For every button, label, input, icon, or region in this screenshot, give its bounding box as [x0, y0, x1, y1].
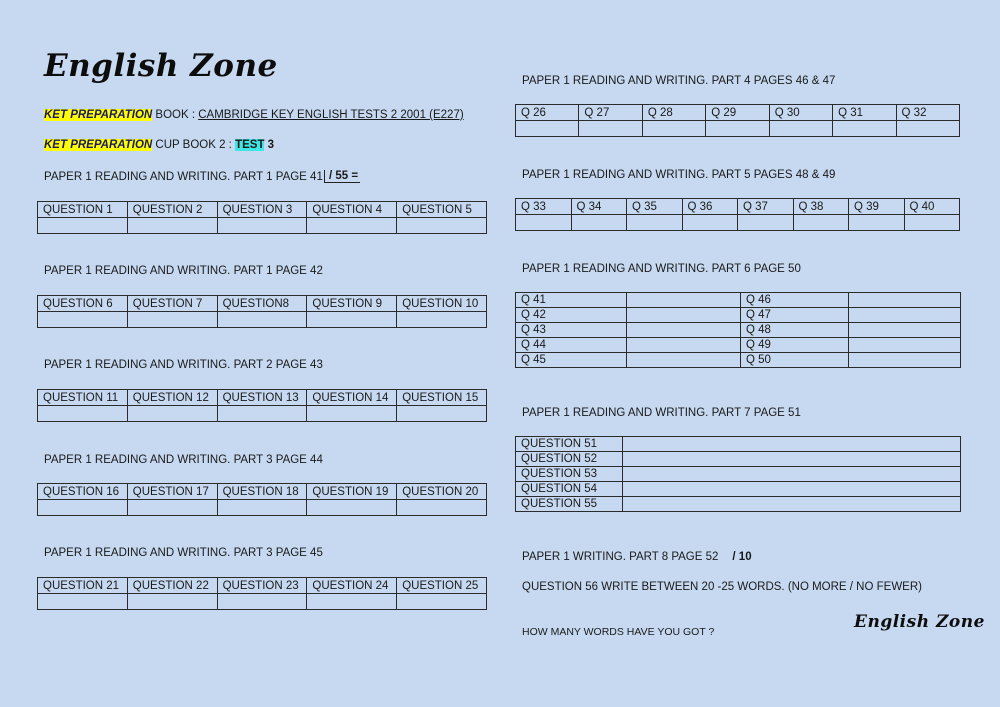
question-label: QUESTION 53	[516, 467, 623, 482]
question-header: QUESTION 16	[38, 484, 128, 500]
answer-cell[interactable]	[571, 215, 627, 231]
question-header: Q 35	[627, 199, 683, 215]
question-label: Q 47	[741, 308, 849, 323]
question-header: QUESTION 7	[127, 296, 217, 312]
question-header: QUESTION 10	[397, 296, 487, 312]
answer-cell[interactable]	[627, 353, 741, 368]
answer-cell[interactable]	[217, 312, 307, 328]
question-label: Q 46	[741, 293, 849, 308]
answer-table-part1b	[37, 295, 487, 328]
question-header: Q 28	[642, 105, 705, 121]
question-label: QUESTION 52	[516, 452, 623, 467]
answer-cell[interactable]	[623, 497, 961, 512]
section-heading: PAPER 1 READING AND WRITING. PART 6 PAGE 50	[522, 263, 801, 275]
question-header: QUESTION 3	[217, 202, 307, 218]
question-header: Q 27	[579, 105, 642, 121]
answer-cell[interactable]	[706, 121, 769, 137]
answer-cell[interactable]	[38, 594, 128, 610]
question-header: QUESTION 22	[127, 578, 217, 594]
question-header: QUESTION 1	[38, 202, 128, 218]
answer-table-part4	[515, 104, 960, 137]
answer-cell[interactable]	[623, 482, 961, 497]
answer-cell[interactable]	[38, 218, 128, 234]
answer-cell[interactable]	[849, 338, 961, 353]
answer-cell[interactable]	[623, 452, 961, 467]
section-heading: PAPER 1 READING AND WRITING. PART 2 PAGE 43	[44, 359, 323, 371]
answer-cell[interactable]	[904, 215, 960, 231]
english-zone-footer-logo: English Zone	[854, 612, 985, 632]
answer-cell[interactable]	[896, 121, 959, 137]
question-header: QUESTION 2	[127, 202, 217, 218]
answer-cell[interactable]	[127, 406, 217, 422]
answer-cell[interactable]	[627, 308, 741, 323]
answer-cell[interactable]	[127, 218, 217, 234]
total-score-box: / 55 =	[324, 170, 360, 183]
question-header: Q 29	[706, 105, 769, 121]
writing-heading	[522, 551, 752, 563]
answer-cell[interactable]	[849, 215, 905, 231]
answer-cell[interactable]	[127, 312, 217, 328]
answer-cell[interactable]	[516, 121, 579, 137]
question-label: QUESTION 54	[516, 482, 623, 497]
section-heading: PAPER 1 READING AND WRITING. PART 3 PAGE 44	[44, 454, 323, 466]
question-header: QUESTION 5	[397, 202, 487, 218]
question-header: Q 40	[904, 199, 960, 215]
answer-cell[interactable]	[307, 594, 397, 610]
section-heading: PAPER 1 READING AND WRITING. PART 1 PAGE 42	[44, 265, 323, 277]
question-header: QUESTION 20	[397, 484, 487, 500]
question-header: QUESTION 9	[307, 296, 397, 312]
answer-cell[interactable]	[627, 215, 683, 231]
english-zone-logo: English Zone	[44, 48, 278, 84]
question-label: Q 44	[516, 338, 627, 353]
section-heading: PAPER 1 READING AND WRITING. PART 4 PAGES 46 & 47	[522, 75, 836, 87]
question-label: Q 48	[741, 323, 849, 338]
question-header: QUESTION 19	[307, 484, 397, 500]
answer-cell[interactable]	[307, 218, 397, 234]
question-header: Q 31	[833, 105, 896, 121]
section-heading: PAPER 1 WRITING. PART 8 PAGE 52	[522, 551, 719, 563]
question-header: QUESTION 12	[127, 390, 217, 406]
ket-preparation-tag: KET PREPARATION	[44, 139, 153, 151]
answer-cell[interactable]	[623, 437, 961, 452]
answer-cell[interactable]	[849, 353, 961, 368]
question-header: QUESTION 14	[307, 390, 397, 406]
answer-cell[interactable]	[849, 308, 961, 323]
question-header: Q 26	[516, 105, 579, 121]
answer-cell[interactable]	[516, 215, 572, 231]
answer-cell[interactable]	[642, 121, 705, 137]
question-label: Q 49	[741, 338, 849, 353]
section-heading: PAPER 1 READING AND WRITING. PART 1 PAGE 41	[44, 171, 323, 183]
book-label: BOOK :	[152, 109, 199, 121]
answer-cell[interactable]	[217, 406, 307, 422]
ket-test-line	[44, 139, 274, 151]
writing-score: / 10	[732, 551, 752, 563]
question-header: QUESTION 24	[307, 578, 397, 594]
answer-cell[interactable]	[307, 406, 397, 422]
answer-table-part5	[515, 198, 960, 231]
answer-cell[interactable]	[849, 293, 961, 308]
answer-cell[interactable]	[397, 500, 487, 516]
question-label: Q 45	[516, 353, 627, 368]
question-label: Q 50	[741, 353, 849, 368]
book-title: CAMBRIDGE KEY ENGLISH TESTS 2 2001 (E227)	[198, 109, 464, 121]
ket-preparation-tag: KET PREPARATION	[44, 109, 153, 121]
answer-cell[interactable]	[38, 500, 128, 516]
answer-cell[interactable]	[849, 323, 961, 338]
answer-table-part2	[37, 389, 487, 422]
section-heading: PAPER 1 READING AND WRITING. PART 3 PAGE 45	[44, 547, 323, 559]
question-header: QUESTION8	[217, 296, 307, 312]
answer-cell[interactable]	[397, 406, 487, 422]
answer-table-part3b	[37, 577, 487, 610]
question-header: QUESTION 18	[217, 484, 307, 500]
question-header: Q 36	[682, 199, 738, 215]
question-header: QUESTION 21	[38, 578, 128, 594]
section-heading: PAPER 1 READING AND WRITING. PART 5 PAGES 48 & 49	[522, 169, 836, 181]
question-header: Q 30	[769, 105, 832, 121]
answer-cell[interactable]	[217, 500, 307, 516]
answer-cell[interactable]	[833, 121, 896, 137]
answer-cell[interactable]	[38, 312, 128, 328]
test-number: 3	[264, 139, 275, 151]
answer-cell[interactable]	[793, 215, 849, 231]
question-header: QUESTION 4	[307, 202, 397, 218]
answer-table-part3a	[37, 483, 487, 516]
question-header: Q 33	[516, 199, 572, 215]
answer-cell[interactable]	[307, 500, 397, 516]
ket-book-line	[44, 109, 464, 121]
cup-book-label: CUP BOOK 2 :	[152, 139, 236, 151]
answer-cell[interactable]	[38, 406, 128, 422]
answer-cell[interactable]	[627, 293, 741, 308]
question-header: Q 38	[793, 199, 849, 215]
section-heading: PAPER 1 READING AND WRITING. PART 7 PAGE 51	[522, 407, 801, 419]
answer-cell[interactable]	[738, 215, 794, 231]
answer-cell[interactable]	[217, 218, 307, 234]
question-header: Q 34	[571, 199, 627, 215]
writing-instruction: QUESTION 56 WRITE BETWEEN 20 -25 WORDS. (NO MORE / NO FEWER)	[522, 581, 922, 593]
question-header: Q 39	[849, 199, 905, 215]
question-header: QUESTION 23	[217, 578, 307, 594]
question-header: QUESTION 13	[217, 390, 307, 406]
question-header: QUESTION 6	[38, 296, 128, 312]
question-label: Q 43	[516, 323, 627, 338]
question-label: Q 42	[516, 308, 627, 323]
answer-table-part1a	[37, 201, 487, 234]
question-header: QUESTION 15	[397, 390, 487, 406]
question-label: Q 41	[516, 293, 627, 308]
answer-cell[interactable]	[579, 121, 642, 137]
answer-cell[interactable]	[307, 312, 397, 328]
question-header: Q 37	[738, 199, 794, 215]
answer-cell[interactable]	[127, 594, 217, 610]
question-header: Q 32	[896, 105, 959, 121]
answer-cell[interactable]	[397, 594, 487, 610]
answer-cell[interactable]	[623, 467, 961, 482]
question-label: QUESTION 51	[516, 437, 623, 452]
answer-table-part7	[515, 436, 961, 512]
test-tag: TEST	[235, 139, 265, 151]
answer-cell[interactable]	[627, 338, 741, 353]
answer-cell[interactable]	[397, 312, 487, 328]
answer-cell[interactable]	[217, 594, 307, 610]
answer-cell[interactable]	[397, 218, 487, 234]
answer-cell[interactable]	[127, 500, 217, 516]
question-label: QUESTION 55	[516, 497, 623, 512]
question-header: QUESTION 11	[38, 390, 128, 406]
answer-cell[interactable]	[769, 121, 832, 137]
question-header: QUESTION 17	[127, 484, 217, 500]
answer-table-part6	[515, 292, 961, 368]
answer-cell[interactable]	[682, 215, 738, 231]
answer-cell[interactable]	[627, 323, 741, 338]
question-header: QUESTION 25	[397, 578, 487, 594]
word-count-question: HOW MANY WORDS HAVE YOU GOT ?	[522, 626, 715, 638]
